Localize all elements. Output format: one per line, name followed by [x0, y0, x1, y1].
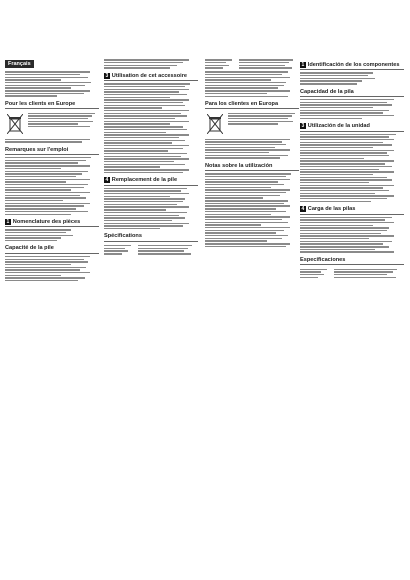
heading-specifications: Spécifications — [104, 233, 198, 241]
heading-notes: Notas sobre la utilización — [205, 163, 299, 171]
section-number: 4 — [301, 206, 305, 213]
heading-specifications-es: Especificaciones — [300, 257, 404, 265]
heading-battery-es: Capacidad de la pila — [300, 89, 404, 97]
crossed-bin-icon — [207, 114, 223, 134]
heading-replace-battery — [104, 177, 198, 185]
heading-parts-es — [300, 62, 404, 70]
crossed-bin-icon — [7, 114, 23, 134]
column-4 — [300, 58, 404, 279]
section-number: 3 — [105, 72, 109, 79]
section-number: 3 — [301, 123, 305, 130]
heading-text: Carga de las pilas — [307, 206, 356, 213]
heading-customers-europe-es: Para los clientes en Europa — [205, 101, 299, 109]
column-2 — [104, 58, 198, 256]
heading-battery: Capacité de la pile — [5, 245, 99, 253]
heading-text: Remplacement de la pile — [111, 177, 178, 184]
section-number: 1 — [6, 218, 10, 225]
heading-charge-es — [300, 206, 404, 214]
heading-text: Utilización de la unidad — [307, 123, 370, 130]
column-3 — [205, 58, 299, 248]
language-badge: Français — [5, 60, 34, 68]
column-1 — [5, 70, 99, 283]
heading-text: Utilisation de cet accessoire — [111, 72, 188, 79]
heading-remarks: Remarques sur l'emploi — [5, 147, 99, 155]
heading-use-es — [300, 123, 404, 131]
heading-text: Identificación de los componentes — [307, 62, 400, 68]
heading-use — [104, 73, 198, 81]
section-number: 4 — [105, 177, 109, 184]
heading-text: Nomenclature des pièces — [12, 218, 81, 225]
heading-parts — [5, 219, 99, 227]
section-number: 1 — [301, 62, 305, 68]
intro-text — [5, 71, 99, 97]
heading-customers-europe: Pour les clients en Europe — [5, 101, 99, 109]
